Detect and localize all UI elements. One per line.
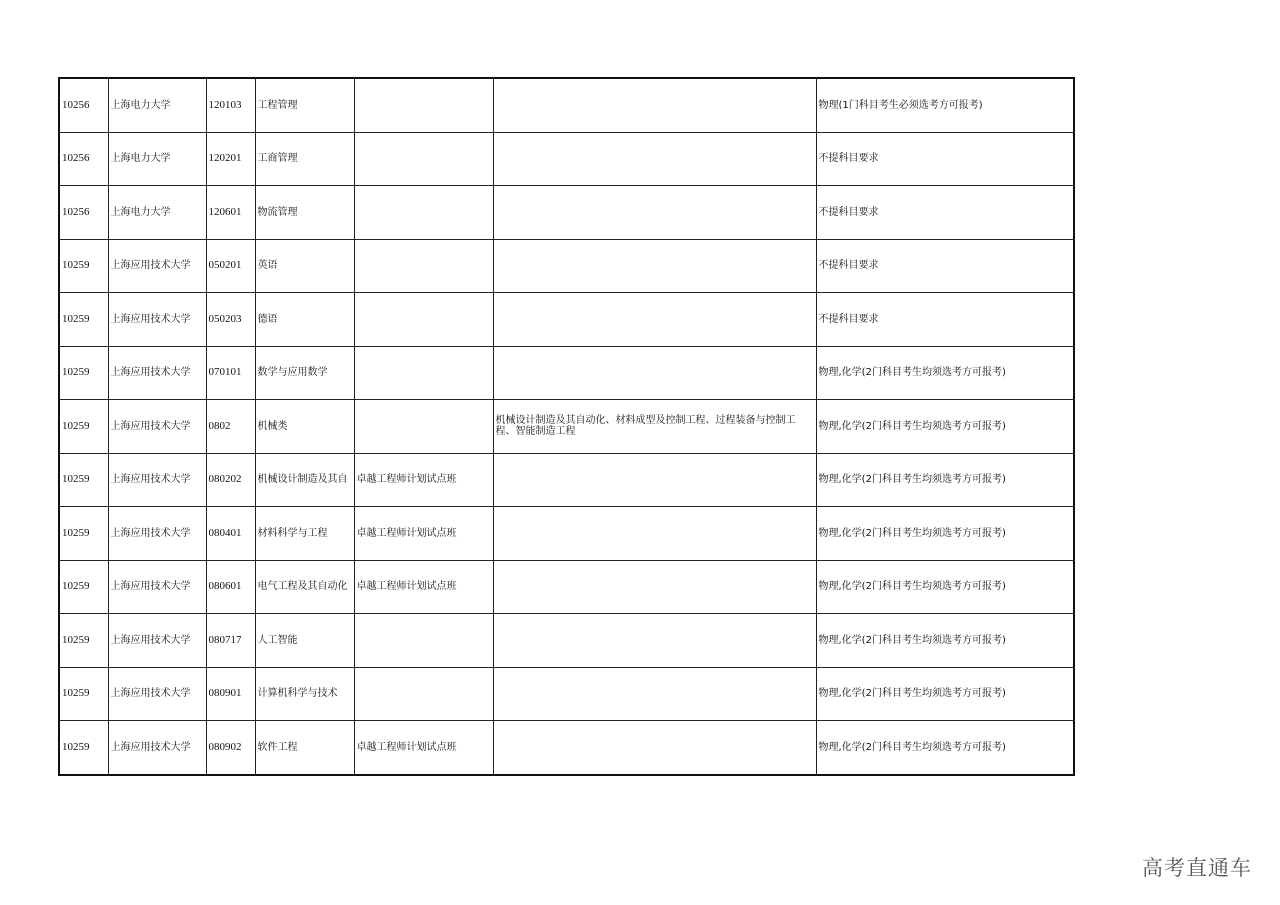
school-code-cell: 10259 <box>59 614 108 668</box>
subject-requirement-cell: 不提科目要求 <box>816 132 1074 186</box>
subject-requirement-cell: 物理,化学(2门科目考生均须选考方可报考) <box>816 667 1074 721</box>
school-name-cell: 上海应用技术大学 <box>108 560 206 614</box>
major-name-cell: 软件工程 <box>255 721 354 775</box>
subject-requirement-cell: 物理,化学(2门科目考生均须选考方可报考) <box>816 560 1074 614</box>
included-majors-cell <box>493 186 816 240</box>
note-cell <box>354 346 493 400</box>
included-majors-cell <box>493 132 816 186</box>
included-majors-cell <box>493 346 816 400</box>
note-cell: 卓越工程师计划试点班 <box>354 721 493 775</box>
note-cell <box>354 239 493 293</box>
school-name-cell: 上海应用技术大学 <box>108 346 206 400</box>
school-code-cell: 10256 <box>59 132 108 186</box>
major-code-cell: 0802 <box>206 400 255 454</box>
subject-requirement-cell: 物理,化学(2门科目考生均须选考方可报考) <box>816 346 1074 400</box>
major-code-cell: 080202 <box>206 453 255 507</box>
major-name-cell: 工程管理 <box>255 78 354 132</box>
school-name-cell: 上海电力大学 <box>108 132 206 186</box>
school-name-cell: 上海应用技术大学 <box>108 721 206 775</box>
major-name-cell: 材料科学与工程 <box>255 507 354 561</box>
major-code-cell: 080901 <box>206 667 255 721</box>
major-code-cell: 080401 <box>206 507 255 561</box>
major-code-cell: 080902 <box>206 721 255 775</box>
included-majors-cell <box>493 453 816 507</box>
school-name-cell: 上海应用技术大学 <box>108 453 206 507</box>
school-code-cell: 10259 <box>59 560 108 614</box>
included-majors-cell <box>493 293 816 347</box>
table-row <box>59 186 1074 240</box>
table-row <box>59 453 1074 507</box>
subject-requirement-cell: 物理,化学(2门科目考生均须选考方可报考) <box>816 507 1074 561</box>
note-cell: 卓越工程师计划试点班 <box>354 507 493 561</box>
note-cell: 卓越工程师计划试点班 <box>354 560 493 614</box>
table-row <box>59 667 1074 721</box>
included-majors-cell <box>493 560 816 614</box>
school-code-cell: 10259 <box>59 721 108 775</box>
school-name-cell: 上海应用技术大学 <box>108 667 206 721</box>
note-cell <box>354 667 493 721</box>
table-row <box>59 293 1074 347</box>
major-code-cell: 070101 <box>206 346 255 400</box>
note-cell <box>354 614 493 668</box>
subject-requirement-cell: 不提科目要求 <box>816 293 1074 347</box>
school-code-cell: 10256 <box>59 186 108 240</box>
school-name-cell: 上海电力大学 <box>108 186 206 240</box>
major-name-cell: 机械类 <box>255 400 354 454</box>
major-name-cell: 英语 <box>255 239 354 293</box>
watermark-text: 高考直通车 <box>1142 856 1252 880</box>
major-name-cell: 机械设计制造及其自 <box>255 453 354 507</box>
school-code-cell: 10259 <box>59 453 108 507</box>
major-code-cell: 120201 <box>206 132 255 186</box>
table-row <box>59 239 1074 293</box>
subject-requirement-cell: 物理,化学(2门科目考生均须选考方可报考) <box>816 400 1074 454</box>
school-name-cell: 上海应用技术大学 <box>108 400 206 454</box>
note-cell <box>354 132 493 186</box>
major-name-cell: 计算机科学与技术 <box>255 667 354 721</box>
school-name-cell: 上海电力大学 <box>108 78 206 132</box>
table-row <box>59 507 1074 561</box>
major-code-cell: 120601 <box>206 186 255 240</box>
table-row <box>59 560 1074 614</box>
subject-requirement-cell: 物理,化学(2门科目考生均须选考方可报考) <box>816 614 1074 668</box>
major-name-cell: 电气工程及其自动化 <box>255 560 354 614</box>
major-code-cell: 120103 <box>206 78 255 132</box>
note-cell <box>354 293 493 347</box>
table-row <box>59 721 1074 775</box>
major-name-cell: 物流管理 <box>255 186 354 240</box>
included-majors-cell <box>493 239 816 293</box>
school-code-cell: 10256 <box>59 78 108 132</box>
major-code-cell: 080717 <box>206 614 255 668</box>
subject-requirement-cell: 不提科目要求 <box>816 239 1074 293</box>
school-code-cell: 10259 <box>59 346 108 400</box>
subject-requirement-cell: 不提科目要求 <box>816 186 1074 240</box>
major-name-cell: 人工智能 <box>255 614 354 668</box>
school-name-cell: 上海应用技术大学 <box>108 239 206 293</box>
subject-requirement-cell: 物理,化学(2门科目考生均须选考方可报考) <box>816 453 1074 507</box>
major-code-cell: 080601 <box>206 560 255 614</box>
note-cell <box>354 400 493 454</box>
school-code-cell: 10259 <box>59 239 108 293</box>
included-majors-cell <box>493 614 816 668</box>
included-majors-cell <box>493 78 816 132</box>
subject-requirement-cell: 物理(1门科目考生必须选考方可报考) <box>816 78 1074 132</box>
table-row <box>59 614 1074 668</box>
included-majors-cell <box>493 667 816 721</box>
major-name-cell: 数学与应用数学 <box>255 346 354 400</box>
note-cell: 卓越工程师计划试点班 <box>354 453 493 507</box>
major-name-cell: 德语 <box>255 293 354 347</box>
included-majors-cell <box>493 507 816 561</box>
school-code-cell: 10259 <box>59 293 108 347</box>
school-code-cell: 10259 <box>59 400 108 454</box>
major-code-cell: 050203 <box>206 293 255 347</box>
school-name-cell: 上海应用技术大学 <box>108 293 206 347</box>
subject-requirement-cell: 物理,化学(2门科目考生均须选考方可报考) <box>816 721 1074 775</box>
table-row <box>59 132 1074 186</box>
school-code-cell: 10259 <box>59 667 108 721</box>
note-cell <box>354 78 493 132</box>
included-majors-cell <box>493 721 816 775</box>
table-row <box>59 400 1074 454</box>
included-majors-cell: 机械设计制造及其自动化、材料成型及控制工程、过程装备与控制工程、智能制造工程 <box>493 400 816 454</box>
note-cell <box>354 186 493 240</box>
table-row <box>59 346 1074 400</box>
table-row <box>59 78 1074 132</box>
school-code-cell: 10259 <box>59 507 108 561</box>
requirements-table <box>58 77 1075 776</box>
major-code-cell: 050201 <box>206 239 255 293</box>
table-body <box>59 78 1074 775</box>
school-name-cell: 上海应用技术大学 <box>108 507 206 561</box>
school-name-cell: 上海应用技术大学 <box>108 614 206 668</box>
major-name-cell: 工商管理 <box>255 132 354 186</box>
